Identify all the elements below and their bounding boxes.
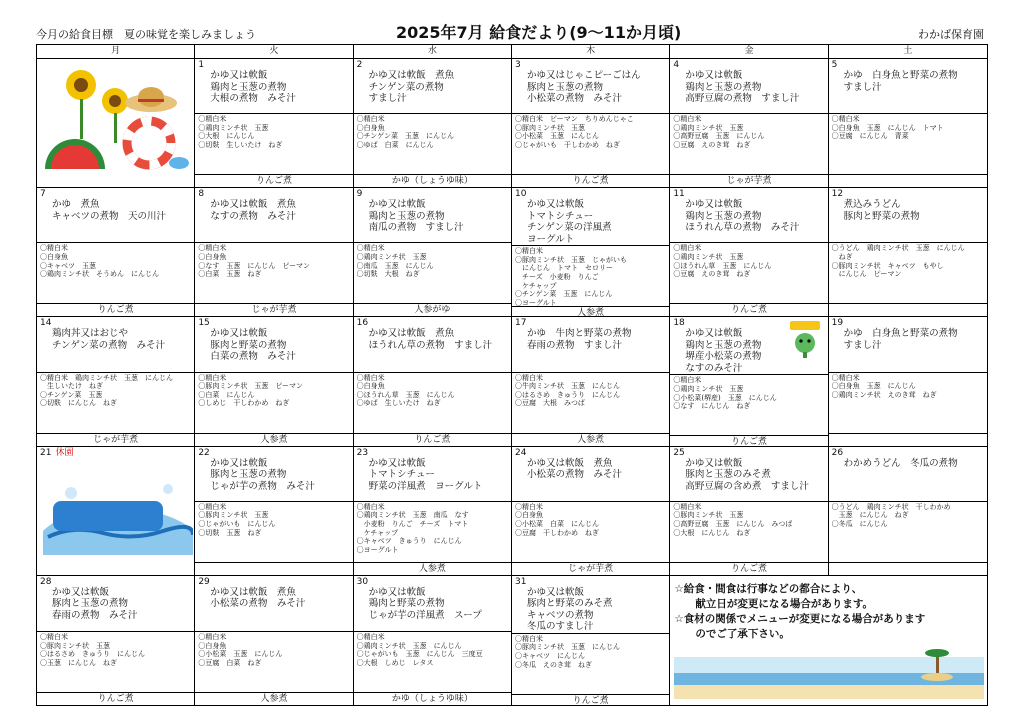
day-cell xyxy=(354,188,512,317)
menu-area xyxy=(37,317,194,371)
snack-cell: じゃが芋煮 xyxy=(512,562,669,575)
picture-area xyxy=(37,59,194,187)
day-cell xyxy=(37,317,195,446)
weekday-header: 月 xyxy=(37,45,195,59)
menu-area xyxy=(512,188,669,245)
snack-cell: 人参煮 xyxy=(512,433,669,446)
menu-text: かゆ 牛肉と野菜の煮物 春雨の煮物 すまし汁 xyxy=(526,328,632,351)
snack-cell xyxy=(195,562,352,575)
ingredients-list: 〇精白米 ピーマン ちりめんじゃこ 〇豚肉ミンチ状 玉葱 〇小松菜 玉葱 にんじん 〇じゃがいも 干しわかめ ねぎ xyxy=(512,113,669,174)
day-number: 7 xyxy=(40,189,46,200)
menu-area xyxy=(37,188,194,242)
menu-text: かゆ又は軟飯 トマトシチュー 野菜の洋風煮 ヨーグルト xyxy=(368,457,483,492)
weekday-header: 金 xyxy=(670,45,828,59)
snack-cell: かゆ（しょうゆ味） xyxy=(354,174,511,187)
snack-cell xyxy=(829,303,987,316)
snack-cell: りんご煮 xyxy=(37,692,194,705)
menu-area xyxy=(829,317,987,371)
menu-text: かゆ又は軟飯 鶏肉と玉葱の煮物 堺産小松菜の煮物 なすのみそ汁 xyxy=(685,328,762,374)
day-cell xyxy=(195,188,353,317)
menu-area xyxy=(354,188,511,242)
menu-text: かゆ又は軟飯 鶏肉と玉葱の煮物 ほうれん草の煮物 みそ汁 xyxy=(685,199,800,234)
menu-text: かゆ又は軟飯 鶏肉と野菜の煮物 じゃが芋の洋風煮 スープ xyxy=(368,586,482,621)
menu-text: わかめうどん 冬瓜の煮物 xyxy=(843,457,958,469)
snack-cell: りんご煮 xyxy=(512,174,669,187)
menu-text: かゆ又は軟飯 鶏肉と玉葱の煮物 南瓜の煮物 すまし汁 xyxy=(368,199,464,234)
snack-cell: じゃが芋煮 xyxy=(37,433,194,446)
day-number: 12 xyxy=(831,189,844,200)
menu-area xyxy=(512,317,669,371)
ingredients-list: 〇精白米 〇豚肉ミンチ状 玉葱 〇高野豆腐 玉葱 にんじん みつば 〇大根 にんじん ねぎ xyxy=(670,501,827,562)
school-name: わかば保育園 xyxy=(918,28,984,41)
ingredients-list: 〇精白米 〇鶏肉ミンチ状 玉葱 〇小松菜(堺産) 玉葱 にんじん 〇なす にんじん ねぎ xyxy=(670,374,827,435)
menu-text: かゆ又は軟飯 豚肉と玉葱の煮物 じゃが芋の煮物 みそ汁 xyxy=(210,457,315,492)
summer-illustration xyxy=(41,61,191,173)
snack-cell: じゃが芋煮 xyxy=(670,174,827,187)
menu-area xyxy=(195,59,352,113)
snack-cell: 人参煮 xyxy=(195,433,352,446)
snack-cell xyxy=(829,174,987,187)
day-cell xyxy=(37,447,195,576)
menu-text: 鶏肉丼又はおじや チンゲン菜の煮物 みそ汁 xyxy=(52,328,166,351)
snack-cell: かゆ（しょうゆ味） xyxy=(354,692,511,705)
day-cell xyxy=(670,59,828,188)
menu-text: かゆ 煮魚 キャベツの煮物 天の川汁 xyxy=(52,199,167,222)
menu-area xyxy=(195,576,352,631)
snack-cell: りんご煮 xyxy=(670,303,827,316)
day-cell xyxy=(354,59,512,188)
ingredients-list: 〇精白米 〇豚肉ミンチ状 玉葱 にんじん 〇キャベツ にんじん 〇冬瓜 えのき茸 ねぎ xyxy=(512,633,669,694)
day-number: 8 xyxy=(198,189,205,200)
day-number: 2 xyxy=(356,60,363,70)
snack-cell xyxy=(37,563,194,575)
day-cell xyxy=(195,59,353,188)
day-cell xyxy=(37,188,195,317)
menu-text: かゆ又はじゃこピーごはん 豚肉と玉葱の煮物 小松菜の煮物 みそ汁 xyxy=(526,70,641,104)
header xyxy=(36,20,988,42)
day-cell xyxy=(512,59,670,188)
day-number: 26 xyxy=(831,447,844,458)
ingredients-list: 〇精白米 〇鶏肉ミンチ状 玉葱 〇ほうれん草 玉葱 にんじん 〇豆腐 えのき茸 ねぎ xyxy=(670,242,827,303)
snack-cell: 人参煮 xyxy=(354,562,511,575)
ingredients-list: 〇精白米 〇牛肉ミンチ状 玉葱 にんじん 〇はるさめ きゅうり にんじん 〇豆腐 大根 みつば xyxy=(512,372,669,433)
day-number: 4 xyxy=(673,60,680,70)
weekday-header: 土 xyxy=(829,45,987,59)
menu-area xyxy=(195,317,352,371)
ingredients-list: 〇うどん 鶏肉ミンチ状 干しわかめ 玉葱 にんじん ねぎ 〇冬瓜 にんじん xyxy=(829,501,987,562)
day-number: 9 xyxy=(356,189,363,200)
day-number: 17 xyxy=(514,318,527,329)
day-cell xyxy=(512,576,670,705)
snack-cell xyxy=(829,562,987,575)
ingredients-list: 〇精白米 〇白身魚 玉葱 にんじん トマト 〇豆腐 にんじん 青菜 xyxy=(829,113,987,174)
menu-area xyxy=(512,576,669,633)
ingredients-list: 〇精白米 〇鶏肉ミンチ状 玉葱 南瓜 なす 小麦粉 りんご チーズ トマト ケチャップ 〇キャベツ きゅうり にんじん 〇ヨーグルト xyxy=(354,501,511,562)
ingredients-list: 〇精白米 〇白身魚 〇小松菜 白菜 にんじん 〇豆腐 干しわかめ ねぎ xyxy=(512,501,669,562)
menu-text: かゆ又は軟飯 豚肉と玉葱のみそ煮 高野豆腐の含め煮 すまし汁 xyxy=(685,457,809,492)
day-cell xyxy=(512,447,670,576)
ingredients-list: 〇精白米 〇鶏肉ミンチ状 玉葱 〇南瓜 玉葱 にんじん 〇切麩 大根 ねぎ xyxy=(354,242,511,303)
menu-text: かゆ 白身魚と野菜の煮物 すまし汁 xyxy=(843,328,958,351)
day-cell xyxy=(512,317,670,446)
ingredients-list: 〇精白米 〇白身魚 〇キャベツ 玉葱 〇鶏肉ミンチ状 そうめん にんじん xyxy=(37,242,194,303)
ingredients-list: 〇精白米 〇豚肉ミンチ状 玉葱 〇じゃがいも にんじん 〇切麩 玉葱 ねぎ xyxy=(195,501,352,562)
menu-area xyxy=(829,447,987,501)
umi-no-hi-illustration xyxy=(43,471,193,555)
day-number: 5 xyxy=(831,60,838,70)
day-cell xyxy=(37,576,195,705)
day-number: 11 xyxy=(673,189,685,200)
picture-area xyxy=(37,447,194,563)
day-number: 1 xyxy=(198,60,205,70)
day-cell xyxy=(195,447,353,576)
menu-text: かゆ又は軟飯 煮魚 チンゲン菜の煮物 すまし汁 xyxy=(368,70,455,104)
snack-cell: りんご煮 xyxy=(354,433,511,446)
day-number: 30 xyxy=(356,576,369,587)
day-number: 16 xyxy=(356,318,369,329)
ingredients-list: 〇精白米 〇白身魚 〇小松菜 玉葱 にんじん 〇豆腐 白菜 ねぎ xyxy=(195,631,352,692)
snack-cell: りんご煮 xyxy=(670,435,827,446)
day-number: 24 xyxy=(514,447,527,458)
day-number: 25 xyxy=(673,447,685,458)
menu-text: かゆ又は軟飯 トマトシチュー チンゲン菜の洋風煮 ヨーグルト xyxy=(526,199,612,245)
day-cell xyxy=(670,447,828,576)
monthly-goal: 今月の給食目標 夏の味覚を楽しみましょう xyxy=(36,28,256,41)
ingredients-list: 〇精白米 〇豚肉ミンチ状 玉葱 ピーマン 〇白菜 にんじん 〇しめじ 干しわかめ ねぎ xyxy=(195,372,352,433)
day-number: 3 xyxy=(514,60,521,70)
weekday-header: 火 xyxy=(195,45,353,59)
menu-area xyxy=(670,447,827,501)
menu-text: かゆ 白身魚と野菜の煮物 すまし汁 xyxy=(843,70,958,93)
menu-area xyxy=(670,317,827,374)
day-cell xyxy=(354,576,512,705)
notes-text: ☆給食・間食は行事などの都合により、 献立日が変更になる場合があります。 ☆食材の関係でメニューが変更になる場合があります のでご了承下さい。 xyxy=(674,582,926,640)
day-number: 14 xyxy=(40,318,52,329)
day-cell xyxy=(670,317,828,446)
snack-cell: りんご煮 xyxy=(37,303,194,316)
menu-area xyxy=(670,188,827,242)
day-cell xyxy=(354,317,512,446)
ingredients-list: 〇精白米 〇豚肉ミンチ状 玉葱 じゃがいも にんじん トマト セロリー チーズ 小麦粉 りんご ケチャップ 〇チンゲン菜 玉葱 にんじん 〇ヨーグルト xyxy=(512,245,669,306)
menu-area xyxy=(354,576,511,631)
day-cell xyxy=(195,317,353,446)
notes-cell xyxy=(670,576,987,705)
date-text: 21 xyxy=(40,447,52,458)
menu-area xyxy=(829,188,987,242)
weekday-header: 木 xyxy=(512,45,670,59)
snack-cell: りんご煮 xyxy=(670,562,827,575)
ingredients-list: 〇精白米 〇鶏肉ミンチ状 玉葱 〇大根 にんじん 〇切麩 生しいたけ ねぎ xyxy=(195,113,352,174)
menu-area xyxy=(354,447,511,501)
ingredients-list: 〇精白米 〇白身魚 〇チンゲン菜 玉葱 にんじん 〇ゆば 白菜 にんじん xyxy=(354,113,511,174)
menu-text: かゆ又は軟飯 豚肉と玉葱の煮物 春雨の煮物 みそ汁 xyxy=(52,586,138,621)
ingredients-list: 〇精白米 〇白身魚 〇なす 玉葱 にんじん ピーマン 〇白菜 玉葱 ねぎ xyxy=(195,242,352,303)
snack-cell: じゃが芋煮 xyxy=(195,303,352,316)
ingredients-list: 〇精白米 〇鶏肉ミンチ状 玉葱 〇高野豆腐 玉葱 にんじん 〇豆腐 えのき茸 ねぎ xyxy=(670,113,827,174)
day-cell xyxy=(354,447,512,576)
ingredients-list: 〇精白米 鶏肉ミンチ状 玉葱 にんじん 生しいたけ ねぎ 〇チンゲン菜 玉葱 〇切麩 にんじん ねぎ xyxy=(37,372,194,433)
menu-area xyxy=(670,59,827,113)
snack-cell: 人参煮 xyxy=(512,306,669,317)
menu-area xyxy=(195,188,352,242)
day-number: 29 xyxy=(198,576,210,587)
day-cell xyxy=(512,188,670,317)
day-cell xyxy=(37,59,195,188)
day-number: 28 xyxy=(40,576,52,587)
menu-text: かゆ又は軟飯 煮魚 小松菜の煮物 みそ汁 xyxy=(526,457,622,481)
menu-text: 煮込みうどん 豚肉と野菜の煮物 xyxy=(843,199,920,222)
menu-text: かゆ又は軟飯 豚肉と野菜のみそ煮 キャベツの煮物 冬瓜のすまし汁 xyxy=(526,586,613,633)
menu-text: かゆ又は軟飯 煮魚 ほうれん草の煮物 すまし汁 xyxy=(368,328,493,351)
menu-area xyxy=(354,59,511,113)
menu-area xyxy=(354,317,511,371)
day-number: 22 xyxy=(198,447,210,458)
weekday-header: 水 xyxy=(354,45,512,59)
day-number: 31 xyxy=(514,576,527,587)
menu-text: かゆ又は軟飯 煮魚 小松菜の煮物 みそ汁 xyxy=(210,586,306,610)
shokuiku-badge-icon xyxy=(788,321,822,359)
snack-cell: 人参がゆ xyxy=(354,303,511,316)
ingredients-list: 〇精白米 〇豚肉ミンチ状 玉葱 〇はるさめ きゅうり にんじん 〇玉葱 にんじん ねぎ xyxy=(37,631,194,692)
day-number: 19 xyxy=(831,318,844,329)
snack-cell xyxy=(829,433,987,446)
menu-area xyxy=(37,576,194,631)
day-cell xyxy=(829,317,987,446)
ingredients-list: 〇精白米 〇白身魚 〇ほうれん草 玉葱 にんじん 〇ゆば 生しいたけ ねぎ xyxy=(354,372,511,433)
menu-area xyxy=(195,447,352,501)
ingredients-list: 〇精白米 〇鶏肉ミンチ状 玉葱 にんじん 〇じゃがいも 玉葱 にんじん 三度豆 〇大根 しめじ レタス xyxy=(354,631,511,692)
ingredients-list: 〇うどん 鶏肉ミンチ状 玉葱 にんじん ねぎ 〇豚肉ミンチ状 キャベツ もやし にんじん ピーマン xyxy=(829,242,987,303)
day-number: 10 xyxy=(514,189,527,200)
snack-cell: りんご煮 xyxy=(195,174,352,187)
day-cell xyxy=(829,188,987,317)
menu-text: かゆ又は軟飯 豚肉と野菜の煮物 白菜の煮物 みそ汁 xyxy=(210,328,296,363)
menu-text: かゆ又は軟飯 鶏肉と玉葱の煮物 大根の煮物 みそ汁 xyxy=(210,70,296,104)
menu-area xyxy=(512,447,669,501)
page-title: 2025年7月 給食だより(9～11か月頃) xyxy=(396,23,682,42)
menu-area xyxy=(829,59,987,113)
menu-text: かゆ又は軟飯 煮魚 なすの煮物 みそ汁 xyxy=(210,199,296,222)
snack-cell: りんご煮 xyxy=(512,694,669,705)
holiday-label: 休園 xyxy=(55,447,74,458)
day-cell xyxy=(829,447,987,576)
day-number: 18 xyxy=(673,318,685,329)
day-number xyxy=(37,447,194,459)
snack-cell: 人参煮 xyxy=(195,692,352,705)
menu-area xyxy=(512,59,669,113)
day-cell xyxy=(670,188,828,317)
day-cell xyxy=(195,576,353,705)
ingredients-list: 〇精白米 〇白身魚 玉葱 にんじん 〇鶏肉ミンチ状 えのき茸 ねぎ xyxy=(829,372,987,433)
day-number: 23 xyxy=(356,447,369,458)
menu-text: かゆ又は軟飯 鶏肉と玉葱の煮物 高野豆腐の煮物 すまし汁 xyxy=(685,70,800,104)
day-cell xyxy=(829,59,987,188)
menu-calendar xyxy=(36,44,988,706)
day-number: 15 xyxy=(198,318,210,329)
